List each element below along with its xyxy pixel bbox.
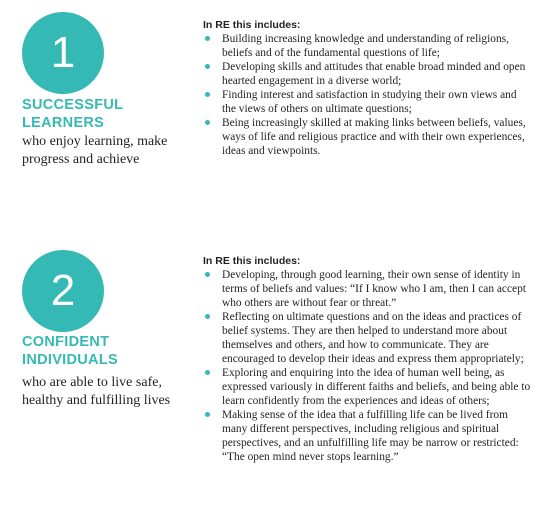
list-item-text: Developing skills and attitudes that enable broad minded and open hearted engagement in a diverse world; <box>222 61 526 87</box>
bullet-dot-icon <box>205 272 210 277</box>
section-subtitle: who enjoy learning, make progress and achieve <box>22 134 168 167</box>
heading-line-2: INDIVIDUALS <box>22 352 118 368</box>
bullet-dot-icon <box>205 64 210 69</box>
list-item <box>203 60 533 88</box>
section-content <box>203 255 533 464</box>
list-item-text: Developing, through good learning, their own sense of identity in terms of beliefs and values: “If I know who I am, then I can accept who others are without fear or threat.” <box>222 269 526 309</box>
section-number: 2 <box>50 266 76 315</box>
bullet-list <box>203 32 533 158</box>
heading-line-1: SUCCESSFUL <box>22 97 124 113</box>
bullet-dot-icon <box>205 36 210 41</box>
section-content <box>203 19 533 158</box>
list-item <box>203 116 533 158</box>
bullet-dot-icon <box>205 120 210 125</box>
section-confident-individuals <box>0 250 544 532</box>
heading-line-2: LEARNERS <box>22 115 105 131</box>
section-intro: In RE this includes: <box>203 19 301 31</box>
section-intro: In RE this includes: <box>203 255 301 267</box>
list-item <box>203 268 533 310</box>
list-item-text: Reflecting on ultimate questions and on the ideas and practices of belief systems. They are then helped to understand more about themselves and others, and how to communicate. They are encouraged to develop their ideas and express them appropriately; <box>222 311 524 365</box>
section-number: 1 <box>50 28 76 77</box>
section-heading <box>22 333 197 369</box>
list-item-text: Building increasing knowledge and understanding of religions, beliefs and of the fundamental questions of life; <box>222 33 509 59</box>
number-circle <box>22 250 104 332</box>
heading-line-1: CONFIDENT <box>22 334 110 350</box>
list-item <box>203 88 533 116</box>
section-heading <box>22 96 197 132</box>
bullet-dot-icon <box>205 412 210 417</box>
list-item-text: Exploring and enquiring into the idea of human well being, as expressed variously in different faiths and beliefs, and being able to learn confidently from the experiences and ideas of others; <box>222 367 531 407</box>
bullet-dot-icon <box>205 314 210 319</box>
bullet-dot-icon <box>205 370 210 375</box>
list-item <box>203 408 533 464</box>
list-item <box>203 366 533 408</box>
bullet-list <box>203 268 533 464</box>
list-item-text: Finding interest and satisfaction in studying their own views and the views of others on ultimate questions; <box>222 89 517 115</box>
list-item <box>203 310 533 366</box>
list-item <box>203 32 533 60</box>
bullet-dot-icon <box>205 92 210 97</box>
section-successful-learners <box>0 0 544 240</box>
list-item-text: Being increasingly skilled at making links between beliefs, values, ways of life and religious practice and with their own experiences, ideas and viewpoints. <box>222 117 526 157</box>
number-circle <box>22 12 104 94</box>
section-subtitle: who are able to live safe, healthy and fulfilling lives <box>22 375 171 408</box>
list-item-text: Making sense of the idea that a fulfilling life can be lived from many different perspectives, including religious and spiritual perspectives, and an unfulfilling life may be narrow or restricted: “The open mind never stops learning.” <box>222 409 519 463</box>
